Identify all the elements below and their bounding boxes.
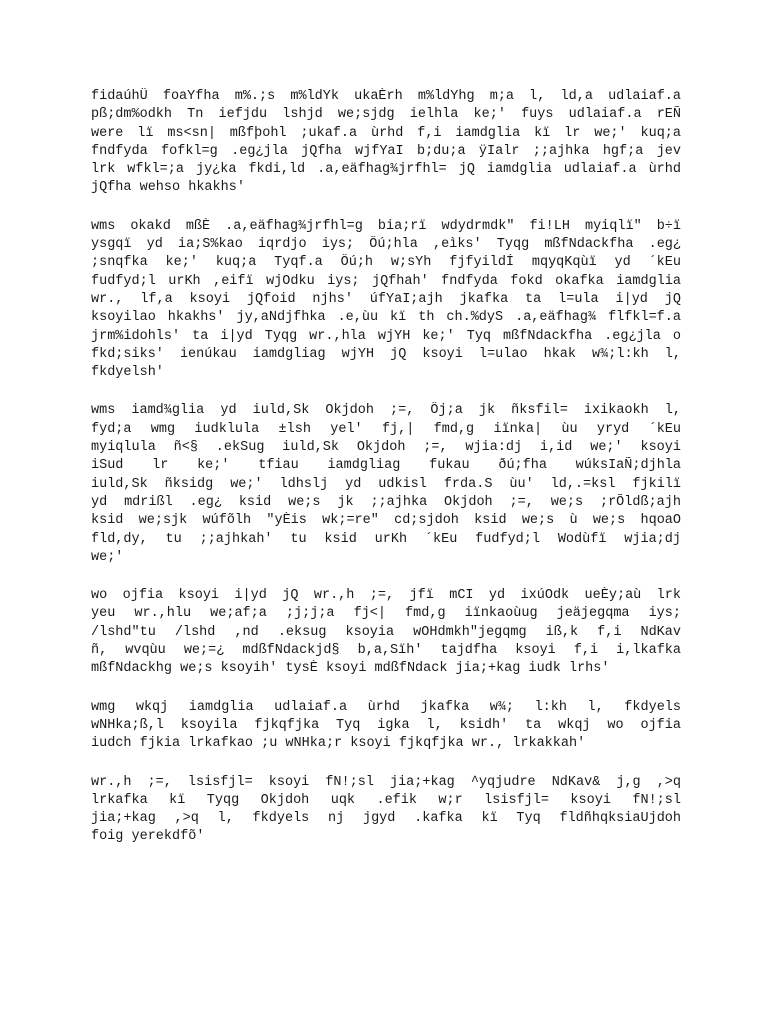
text-line: pß;dm%odkh Tn iefjdu lshjd we;sjdg ielhla ke;' fuys udlaiaf.a rEÑ xyxy=(91,107,681,123)
text-line: jia;+kag ,>q l, fkdyels nj jgyd .kafka kï Tyq fldñhqksiaUjdoh xyxy=(91,811,681,827)
text-line: fndfyda fofkl=g .eg¿jla jQfha wjfYaI b;du;a ÿIalr ;;ajhka hgf;a jev xyxy=(91,143,681,159)
text-line: ;snqfka ke;' kuq;a Tyqf.a Ôú;h w;sYh fjfyildÍ mqyqKqùï yd ´kEu xyxy=(91,255,681,271)
paragraph-4 xyxy=(91,587,681,678)
text-line: fkd;siks' ienúkau iamdgliag wjYH jQ ksoyi l=ulao hkak w¾;l:kh l, xyxy=(91,346,681,362)
text-line: iuld,Sk ñksidg we;' ldhslj yd udkisl frda.S ùu' ld,.=ksl fjkilï xyxy=(91,476,681,492)
text-line: were lï ms<sn| mßfþohl ;ukaf.a ùrhd f,i iamdglia kï lr we;' kuq;a xyxy=(91,125,681,141)
text-line: fkdyelsh' xyxy=(91,365,164,381)
text-line: wNHka;ß,l ksoyila fjkqfjka Tyq igka l, ksidh' ta wkqj wo ojfia xyxy=(91,717,681,733)
text-line: fld,dy, tu ;;ajhkah' tu ksid urKh ´kEu fudfyd;l Wodùfï wjia;dj xyxy=(91,531,681,547)
text-line: ksoyilao hkakhs' jy,aNdjfhka .e,ùu kï th ch.%dyS .a,eäfhag¾ flfkl=f.a xyxy=(91,310,681,326)
text-line: jQfha wehso hkakhs' xyxy=(91,180,245,196)
paragraph-1 xyxy=(91,88,681,198)
text-line: ysgqï yd ia;S%kao iqrdjo iys; Ôú;hla ,eìks' Tyqg mßfNdackfha .eg¿ xyxy=(91,237,681,253)
text-line: iudch fjkia lrkafkao ;u wNHka;r ksoyi fjkqfjka wr., lrkakkah' xyxy=(91,736,586,752)
text-line: wr., lf,a ksoyi jQfoid njhs' úfYaI;ajh jkafka ta l=ula i|yd jQ xyxy=(91,291,681,307)
text-line: wo ojfia ksoyi i|yd jQ wr.,h ;=, jfï mCI yd ixúOdk ueÈy;aù lrk xyxy=(91,588,681,604)
text-line: foig yerekdfõ' xyxy=(91,829,205,845)
text-line: fidaúhÜ foaYfha m%.;s m%ldYk ukaÈrh m%ldYhg m;a l, ld,a udlaiaf.a xyxy=(91,89,681,104)
text-line: lrk wfkl=;a jy¿ka fkdi,ld .a,eäfhag¾jrfhl= jQ iamdglia udlaiaf.a ùrhd xyxy=(91,162,681,178)
text-line: fyd;a wmg iudklula ±lsh yel' fj,| fmd,g iïnka| ùu yryd ´kEu xyxy=(91,421,681,437)
text-line: wms iamd¾glia yd iuld,Sk Okjdoh ;=, Ôj;a jk ñksfil= ixikaokh l, xyxy=(91,403,681,419)
text-line: jrm%idohls' ta i|yd Tyqg wr.,hla wjYH ke;' Tyq mßfNdackfha .eg¿jla o xyxy=(91,328,681,344)
text-line: lrkafka kï Tyqg Okjdoh uqk .efik w;r lsisfjl= ksoyi fN!;sl xyxy=(91,792,681,808)
paragraph-5 xyxy=(91,699,681,754)
document-body xyxy=(91,88,681,867)
text-line: myiqlula ñ<§ .ekSug iuld,Sk Okjdoh ;=, wjia:dj i,id we;' ksoyi xyxy=(91,440,681,456)
text-line: we;' xyxy=(91,549,124,565)
text-line: /lshd"tu /lshd ,nd .eksug ksoyia wOHdmkh"jegqmg iß,k f,i NdKav xyxy=(91,624,681,640)
text-line: wmg wkqj iamdglia udlaiaf.a ùrhd jkafka w¾; l:kh l, fkdyels xyxy=(91,699,681,715)
text-line: ñ, wvqùu we;=¿ mdßfNdackjd§ b,a,Sïh' tajdfha ksoyi f,i i,lkafka xyxy=(91,643,681,659)
text-line: mßfNdackhg we;s ksoyih' tysÈ ksoyi mdßfNdack jia;+kag iudk lrhs' xyxy=(91,661,610,677)
text-line: fudfyd;l urKh ,eifï wjOdku iys; jQfhah' fndfyda fokd okafka iamdglia xyxy=(91,273,681,289)
paragraph-6 xyxy=(91,774,681,847)
text-line: yeu wr.,hlu we;af;a ;j;j;a fj<| fmd,g iïnkaoùug jeäjegqma iys; xyxy=(91,606,681,622)
text-line: ksid we;sjk wúfõlh "yÈis wk;=re" cd;sjdoh ksid we;s ù we;s hqoaO xyxy=(91,513,681,529)
text-line: wr.,h ;=, lsisfjl= ksoyi fN!;sl jia;+kag ^yqjudre NdKav& j,g ,>q xyxy=(91,774,681,790)
text-line: iSud lr ke;' tfiau iamdgliag fukau ðú;fha wúksIaÑ;djhla xyxy=(91,458,681,474)
paragraph-2 xyxy=(91,218,681,383)
text-line: wms okakd mßÈ .a,eäfhag¾jrfhl=g bia;rï wdydrmdk" fi!LH myiqlï" b÷ï xyxy=(91,218,681,234)
text-line: yd mdrißl .eg¿ ksid we;s jk ;;ajhka Okjdoh ;=, we;s ;rÕldß;ajh xyxy=(91,494,681,510)
paragraph-3 xyxy=(91,402,681,567)
